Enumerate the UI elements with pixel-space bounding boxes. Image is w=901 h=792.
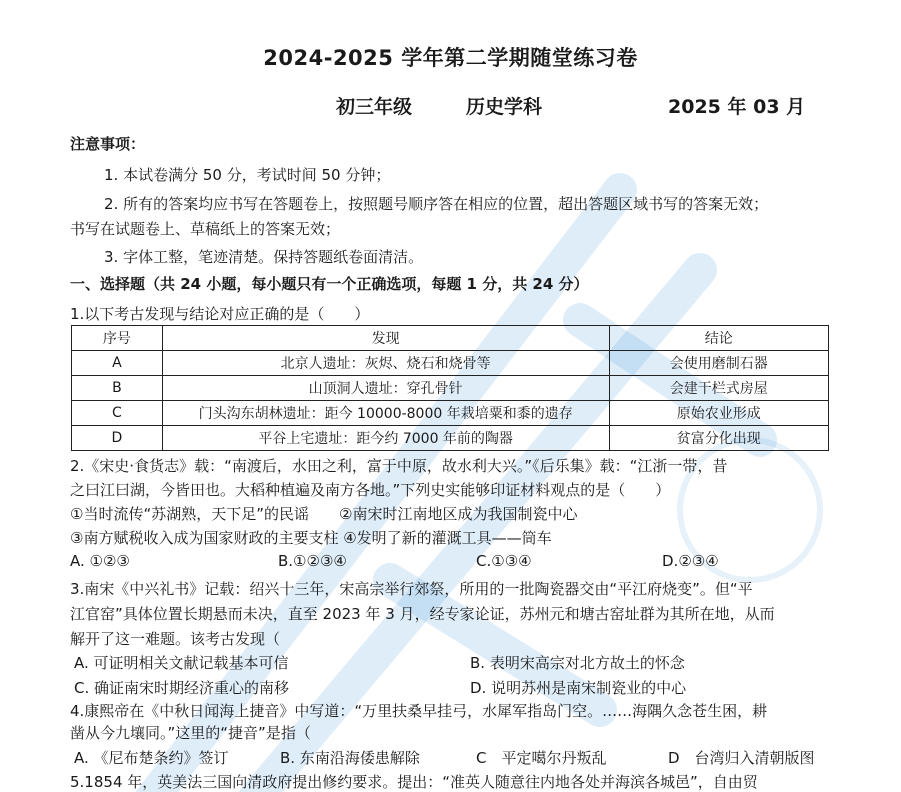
table-cell: C [72,401,163,426]
q2-line: 之曰江曰湖，今皆田也。大稻种植遍及南方各地。”下列史实能够印证材料观点的是（ ） [70,481,671,499]
q2-line: ①当时流传“苏湖熟，天下足”的民谣 ②南宋时江南地区成为我国制瓷中心 [70,505,578,523]
q3-option-c: C. 确证南宋时期经济重心的南移 [74,679,290,697]
q2-line: ③南方赋税收入成为国家财政的主要支柱 ④发明了新的灌溉工具——筒车 [70,529,552,547]
note-item: 1. 本试卷满分 50 分，考试时间 50 分钟； [104,166,391,184]
q4-option-c: C 平定噶尔丹叛乱 [476,749,607,767]
table-cell: 原始农业形成 [609,401,828,426]
table-cell: A [72,351,163,376]
table-header-cell: 序号 [72,326,163,351]
table-cell: B [72,376,163,401]
q4-line: 4.康熙帝在《中秋日闻海上捷音》中写道：“万里扶桑早挂弓，水犀军指岛门空。……海隅久念苍生困，耕 [70,702,768,720]
q2-option-b: B.①②③④ [278,552,347,570]
table-row [72,426,829,451]
q4-option-d: D 台湾归入清朝版图 [668,749,815,767]
table-cell: 山顶洞人遗址：穿孔骨针 [162,376,609,401]
q3-option-b: B. 表明宋高宗对北方故土的怀念 [470,654,685,672]
note-item: 2. 所有的答案均应书写在答题卷上，按照题号顺序答在相应的位置，超出答题区域书写的答案无效； [104,195,769,213]
exam-date: 2025 年 03 月 [668,96,806,118]
q4-option-a: A. 《尼布楚条约》签订 [74,749,229,767]
note-item: 3. 字体工整，笔迹清楚。保持答题纸卷面清洁。 [104,248,424,266]
q2-option-a: A. ①②③ [70,552,130,570]
table-header-cell: 发现 [162,326,609,351]
table-cell: 平谷上宅遗址：距今约 7000 年前的陶器 [162,426,609,451]
q3-option-d: D. 说明苏州是南宋制瓷业的中心 [470,679,687,697]
note-item: 书写在试题卷上、草稿纸上的答案无效； [70,220,341,238]
table-row [72,376,829,401]
table-cell: 门头沟东胡林遗址：距今 10000-8000 年栽培粟和黍的遗存 [162,401,609,426]
grade-label: 初三年级 [336,96,413,118]
section-heading: 一、选择题（共 24 小题，每小题只有一个正确选项，每题 1 分，共 24 分） [70,275,589,293]
table-row [72,401,829,426]
q2-line: 2.《宋史·食货志》载：“南渡后，水田之利，富于中原，故水利大兴。”《后乐集》载：“江浙一带，昔 [70,457,728,475]
q4-option-b: B. 东南沿海倭患解除 [280,749,420,767]
table-cell: D [72,426,163,451]
q4-line: 凿从今九壤同。”这里的“捷音”是指（ [70,724,311,742]
table-cell: 北京人遗址：灰烬、烧石和烧骨等 [162,351,609,376]
table-header-cell: 结论 [609,326,828,351]
q3-option-a: A. 可证明相关文献记载基本可信 [74,654,289,672]
q2-option-d: D.②③④ [662,552,719,570]
q1-stem: 1.以下考古发现与结论对应正确的是（ ） [70,305,370,323]
table-cell: 会建干栏式房屋 [609,376,828,401]
table-cell: 贫富分化出现 [609,426,828,451]
notes-heading: 注意事项： [70,135,146,153]
q3-line: 江官窑”具体位置长期悬而未决，直至 2023 年 3 月，经专家论证，苏州元和塘古窑址群为其所在地，从而 [70,605,775,623]
subject-label: 历史学科 [466,96,543,118]
table-row [72,351,829,376]
q1-table [71,325,829,451]
q3-line: 3.南宋《中兴礼书》记载：绍兴十三年，宋高宗举行郊祭，所用的一批陶瓷器交由“平江府烧变”。但“平 [70,580,753,598]
q3-line: 解开了这一难题。该考古发现（ [70,630,281,648]
table-cell: 会使用磨制石器 [609,351,828,376]
q5-line: 5.1854 年，英美法三国向清政府提出修约要求。提出：“准英人随意往内地各处并海滨各城邑”，自由贸 [70,773,758,791]
exam-title: 2024-2025 学年第二学期随堂练习卷 [263,46,638,70]
table-header-row [72,326,829,351]
q2-option-c: C.①③④ [476,552,532,570]
